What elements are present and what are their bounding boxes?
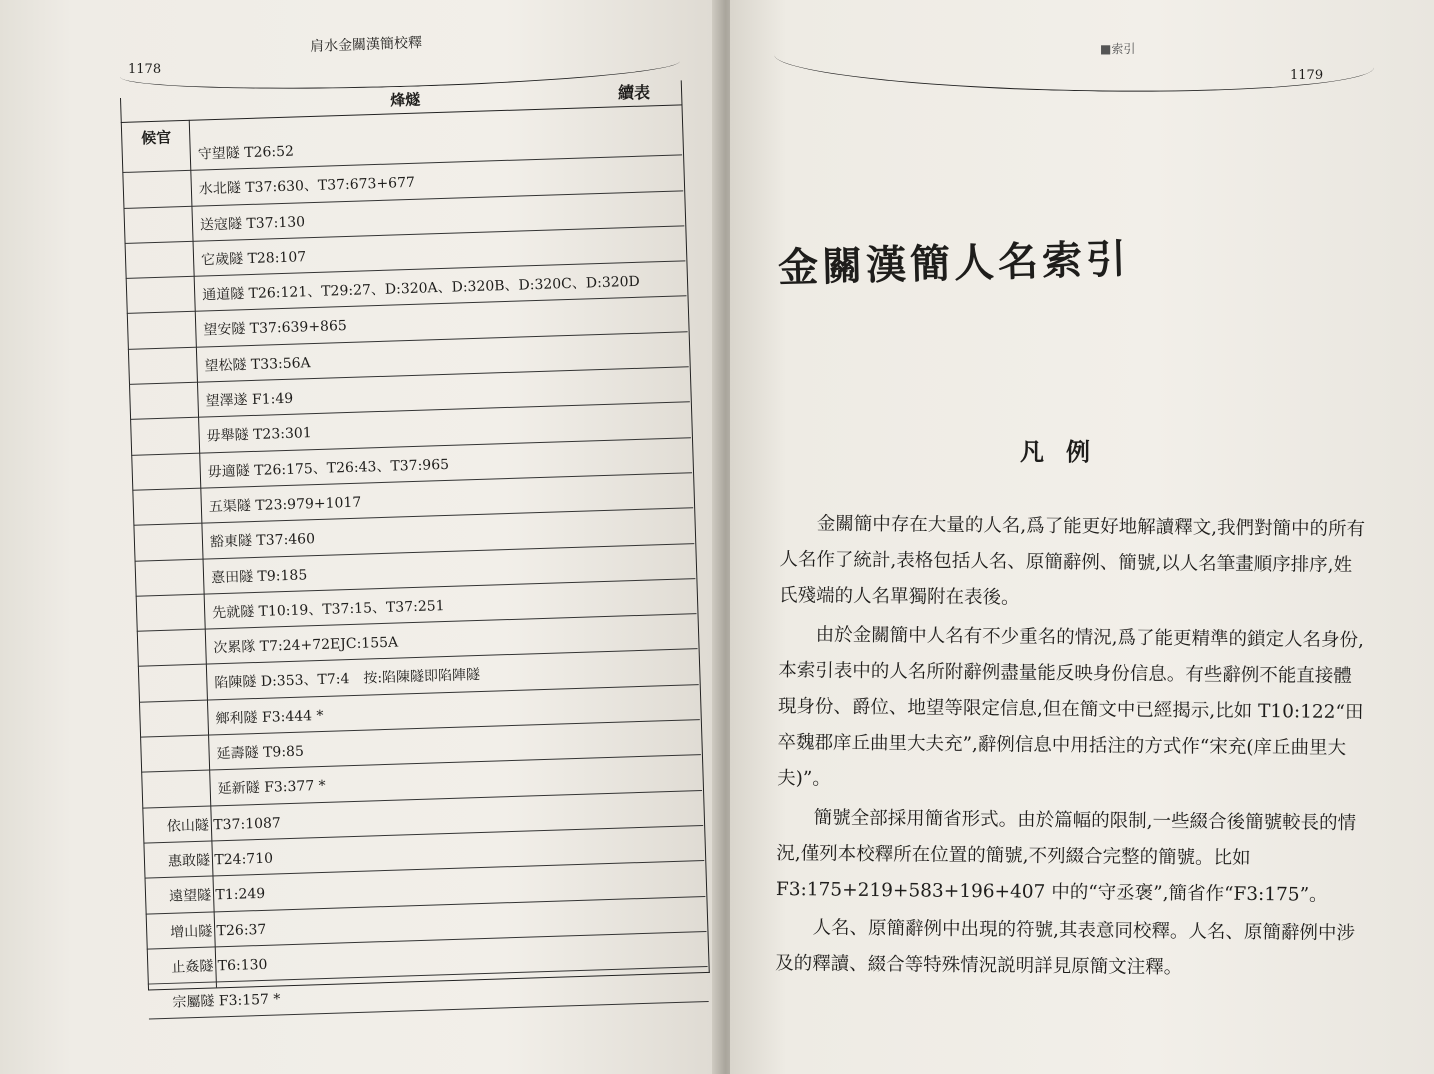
beacon-entry: 它歲隧 T28:107 xyxy=(200,249,307,269)
body-text xyxy=(775,506,1370,991)
beacon-entry: 遠望隧 T1:249 xyxy=(168,886,266,906)
right-page xyxy=(730,0,1434,1074)
beacon-entry: 止姦隧 T6:130 xyxy=(171,956,268,976)
beacon-entry: 宗屬隧 F3:157 * xyxy=(172,991,281,1011)
beacon-entry: 望松隧 T33:56A xyxy=(204,354,311,375)
beacon-entry: 增山隧 T26:37 xyxy=(169,921,267,941)
beacon-entry: 依山隧 T37:1087 xyxy=(166,814,282,835)
index-title: 金關漢簡人名索引 xyxy=(777,235,1131,292)
paragraph: 由於金關簡中人名有不少重名的情況,爲了能更精準的鎖定人名身份,本索引表中的人名所附辭例盡量能反映身份信息。有些辭例不能直接體現身份、爵位、地望等限定信息,但在簡文中已經揭示,比如 T10:122“田卒魏郡庠丘曲里大夫充”,辭例信息中用括注的方式作“宋充(庠丘曲里大夫)”。 xyxy=(777,623,1365,790)
beacon-entry: 望安隧 T37:639+865 xyxy=(203,318,348,339)
beacon-table xyxy=(120,80,718,1011)
page-number-right: 1179 xyxy=(1290,68,1324,83)
beacon-entry: 延壽隧 T9:85 xyxy=(216,743,305,763)
column-header-beacon: 烽燧 xyxy=(389,90,421,110)
beacon-entry: 陷陳隧 D:353、T7:4 按:陷陳隧即陷陣隧 xyxy=(214,667,481,692)
beacon-entry: 送寇隧 T37:130 xyxy=(199,213,306,234)
beacon-entry: 惠敢隧 T24:710 xyxy=(167,850,274,870)
beacon-entry: 望澤遂 F1:49 xyxy=(205,390,294,410)
paragraph: 簡號全部採用簡省形式。由於篇幅的限制,一些綴合後簡號較長的情況,僅列本校釋所在位置的簡號,不列綴合完整的簡號。比如 F3:175+219+583+196+407 中的“守丞褒”,簡省作“F3:175”。 xyxy=(775,806,1357,906)
section-title: 凡例 xyxy=(1020,437,1112,466)
beacon-entry: 五渠隧 T23:979+1017 xyxy=(208,494,362,516)
paragraph: 人名、原簡辭例中出現的符號,其表意同校釋。人名、原簡辭例中涉及的釋讀、綴合等特殊情況説明詳見原簡文注釋。 xyxy=(775,917,1356,979)
beacon-entry: 憙田隧 T9:185 xyxy=(210,566,308,586)
page-number-left: 1178 xyxy=(128,62,162,77)
running-title: 肩水金關漢簡校釋 xyxy=(309,35,423,55)
table-rows xyxy=(121,120,708,1020)
beacon-entry: 毋舉隧 T23:301 xyxy=(206,425,312,445)
beacon-entry: 通道隧 T26:121、T29:27、D:320A、D:320B、D:320C、D:320D xyxy=(201,273,641,304)
column-header-office: 候官 xyxy=(140,128,172,148)
continued-label: 續表 xyxy=(618,83,651,102)
beacon-entry: 先就隧 T10:19、T37:15、T37:251 xyxy=(211,597,445,622)
running-header-right: ■索引 xyxy=(1100,42,1136,56)
header-rule-right xyxy=(774,44,1375,98)
beacon-entry: 次累隊 T7:24+72EJC:155A xyxy=(213,634,399,657)
beacon-entry: 豁東隧 T37:460 xyxy=(209,531,316,551)
beacon-entry: 守望隧 T26:52 xyxy=(197,143,295,163)
paragraph: 金關簡中存在大量的人名,爲了能更好地解讀釋文,我們對簡中的所有人名作了統計,表格包括人名、原簡辭例、簡號,以人名筆畫順序排序,姓氏殘端的人名單獨附在表後。 xyxy=(778,513,1366,609)
beacon-entry: 鄉利隧 F3:444 * xyxy=(215,707,324,728)
beacon-entry: 水北隧 T37:630、T37:673+677 xyxy=(198,175,416,198)
beacon-entry: 毋適隧 T26:175、T26:43、T37:965 xyxy=(207,456,450,481)
beacon-entry: 延新隧 F3:377 * xyxy=(217,778,326,798)
